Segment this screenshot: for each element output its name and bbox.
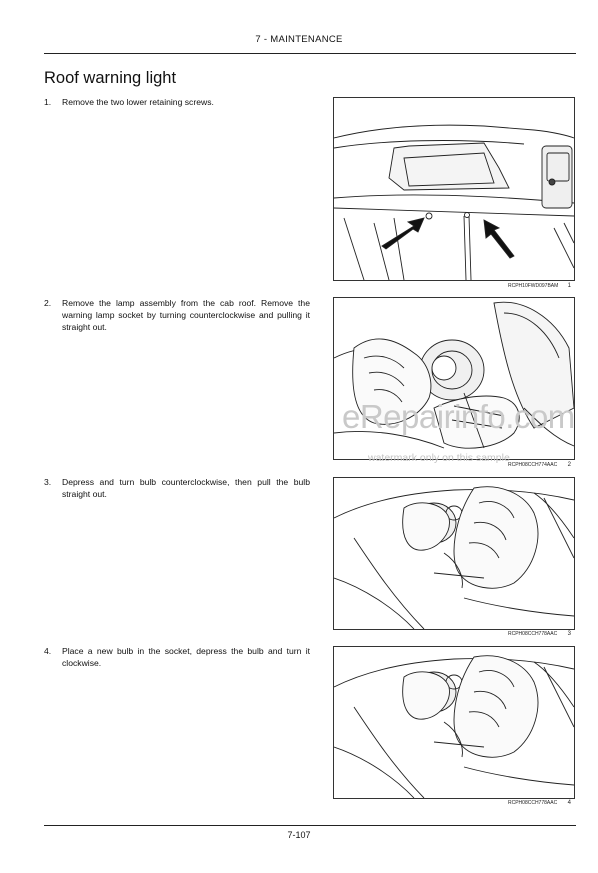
header-rule [44,53,576,54]
step-text: Remove the two lower retaining screws. [62,97,214,107]
figure-code: RCPH08CCH774AAC [508,462,558,468]
watermark-brand: eRepairinfo.com [342,398,575,435]
step-text: Depress and turn bulb counterclockwise, then pull the bulb straight out. [62,477,310,499]
figure-number: 2 [567,462,571,468]
step-text: Remove the lamp assembly from the cab roof. Remove the warning lamp socket by turning counterclockwise and pulling it straight out. [62,298,310,332]
figure-code: RCPH10FWD097BAM [508,283,559,289]
step-number: 2. [44,298,52,308]
step-text: Place a new bulb in the socket, depress the bulb and turn it clockwise. [62,646,310,668]
page-title: Roof warning light [44,69,177,87]
step-3 [44,476,310,500]
figure-number: 1 [567,283,571,289]
step-4 [44,645,310,669]
step-2 [44,297,310,333]
figure-number: 3 [567,631,571,637]
figure-3-bulb-removal [333,477,575,630]
page-number: 7-107 [287,830,311,840]
figure-number: 4 [567,800,571,806]
footer-rule [44,825,576,826]
figure-code: RCPH08CCH778AAC [508,631,558,637]
section-header: 7 - MAINTENANCE [255,34,343,45]
step-1 [44,96,310,108]
figure-code: RCPH08CCH778AAC [508,800,558,806]
figure-1-roof-screws [333,97,575,281]
step-number: 3. [44,477,52,487]
watermark-note: watermark only on this sample [368,452,510,464]
step-number: 1. [44,97,52,107]
step-number: 4. [44,646,52,656]
figure-4-bulb-install [333,646,575,799]
